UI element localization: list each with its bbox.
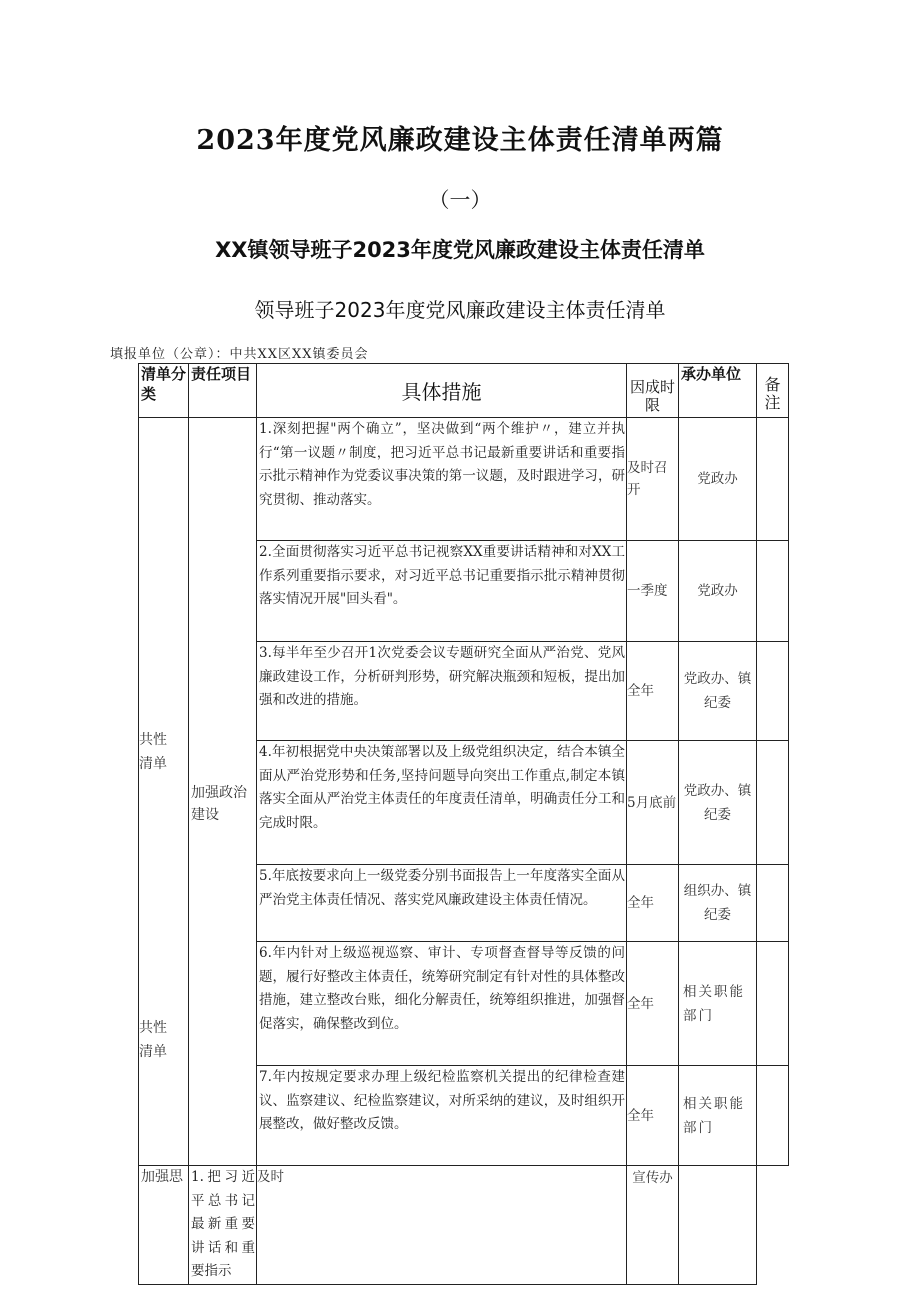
time-cell: 全年 xyxy=(627,642,679,741)
note-cell xyxy=(757,642,789,741)
note-cell xyxy=(757,541,789,642)
unit-cell: 宣传办 xyxy=(627,1166,679,1285)
subtitle-primary: XX镇领导班子2023年度党风廉政建设主体责任清单 xyxy=(215,238,705,262)
category-cell xyxy=(139,418,189,1166)
unit-cell: 组织办、镇纪委 xyxy=(679,865,757,942)
time-cell: 全年 xyxy=(627,865,679,942)
time-cell: 一季度 xyxy=(627,541,679,642)
fill-unit-line: 填报单位（公章）：中共XX区XX镇委员会 xyxy=(110,347,369,362)
subtitle-secondary: 领导班子2023年度党风廉政建设主体责任清单 xyxy=(254,298,666,322)
header-item: 责任项目 xyxy=(189,364,257,418)
document-title: 2023年度党风廉政建设主体责任清单两篇 xyxy=(196,125,724,156)
item-label: 加强政治建设 xyxy=(191,785,247,823)
measure-cell: 1.把习近平总书记最新重要讲话和重要指示 xyxy=(189,1166,257,1285)
header-time-limit: 因成时限 xyxy=(627,364,679,418)
unit-cell: 党政办 xyxy=(679,541,757,642)
note-cell xyxy=(757,418,789,541)
section-label: （一） xyxy=(428,188,492,212)
measure-cell: 6.年内针对上级巡视巡察、审计、专项督查督导等反馈的问题，履行好整改主体责任，统筹研究制定有针对性的具体整改措施，建立整改台账，细化分解责任，统筹组织推进，加强督促落实，确保整改到位。 xyxy=(257,942,627,1066)
unit-cell: 党政办、镇纪委 xyxy=(679,642,757,741)
header-category: 清单分类 xyxy=(139,364,189,418)
item-cell: 加强思 xyxy=(139,1166,189,1285)
header-note: 备注 xyxy=(757,364,789,418)
note-cell xyxy=(757,1066,789,1166)
time-cell: 全年 xyxy=(627,1066,679,1166)
item-cell xyxy=(189,418,257,1166)
unit-cell: 相关职能部门 xyxy=(679,1066,757,1166)
header-measure: 具体措施 xyxy=(257,364,627,418)
note-cell xyxy=(679,1166,757,1285)
category-label: 共性清单 xyxy=(139,1020,167,1060)
time-cell: 全年 xyxy=(627,942,679,1066)
note-cell xyxy=(757,942,789,1066)
unit-cell: 相关职能部门 xyxy=(679,942,757,1066)
header-unit: 承办单位 xyxy=(679,364,757,418)
measure-cell: 4.年初根据党中央决策部署以及上级党组织决定，结合本镇全面从严治党形势和任务,坚持问题导向突出工作重点,制定本镇落实全面从严治党主体责任的年度责任清单，明确责任分工和完成时限。 xyxy=(257,741,627,865)
time-cell: 5月底前 xyxy=(627,741,679,865)
note-cell xyxy=(757,741,789,865)
unit-cell: 党政办 xyxy=(679,418,757,541)
measure-cell: 2.全面贯彻落实习近平总书记视察XX重要讲话精神和对XX工作系列重要指示要求，对习近平总书记重要指示批示精神贯彻落实情况开展"回头看"。 xyxy=(257,541,627,642)
measure-cell: 7.年内按规定要求办理上级纪检监察机关提出的纪律检查建议、监察建议、纪检监察建议，对所采纳的建议，及时组织开展整改，做好整改反馈。 xyxy=(257,1066,627,1166)
measure-cell: 3.每半年至少召开1次党委会议专题研究全面从严治党、党风廉政建设工作，分析研判形势，研究解决瓶颈和短板，提出加强和改进的措施。 xyxy=(257,642,627,741)
measure-cell: 5.年底按要求向上一级党委分别书面报告上一年度落实全面从严治党主体责任情况、落实党风廉政建设主体责任情况。 xyxy=(257,865,627,942)
time-cell: 及时 xyxy=(257,1166,627,1285)
unit-cell: 党政办、镇纪委 xyxy=(679,741,757,865)
measure-cell: 1.深刻把握"两个确立”，坚决做到“两个维护〃，建立并执行“第一议题〃制度，把习近平总书记最新重要讲话和重要指示批示精神作为党委议事决策的第一议题，及时跟进学习，研究贯彻、推动落实。 xyxy=(257,418,627,541)
time-cell: 及时召开 xyxy=(627,418,679,541)
responsibility-table xyxy=(138,363,789,1285)
category-label: 共性清单 xyxy=(139,732,167,772)
note-cell xyxy=(757,865,789,942)
